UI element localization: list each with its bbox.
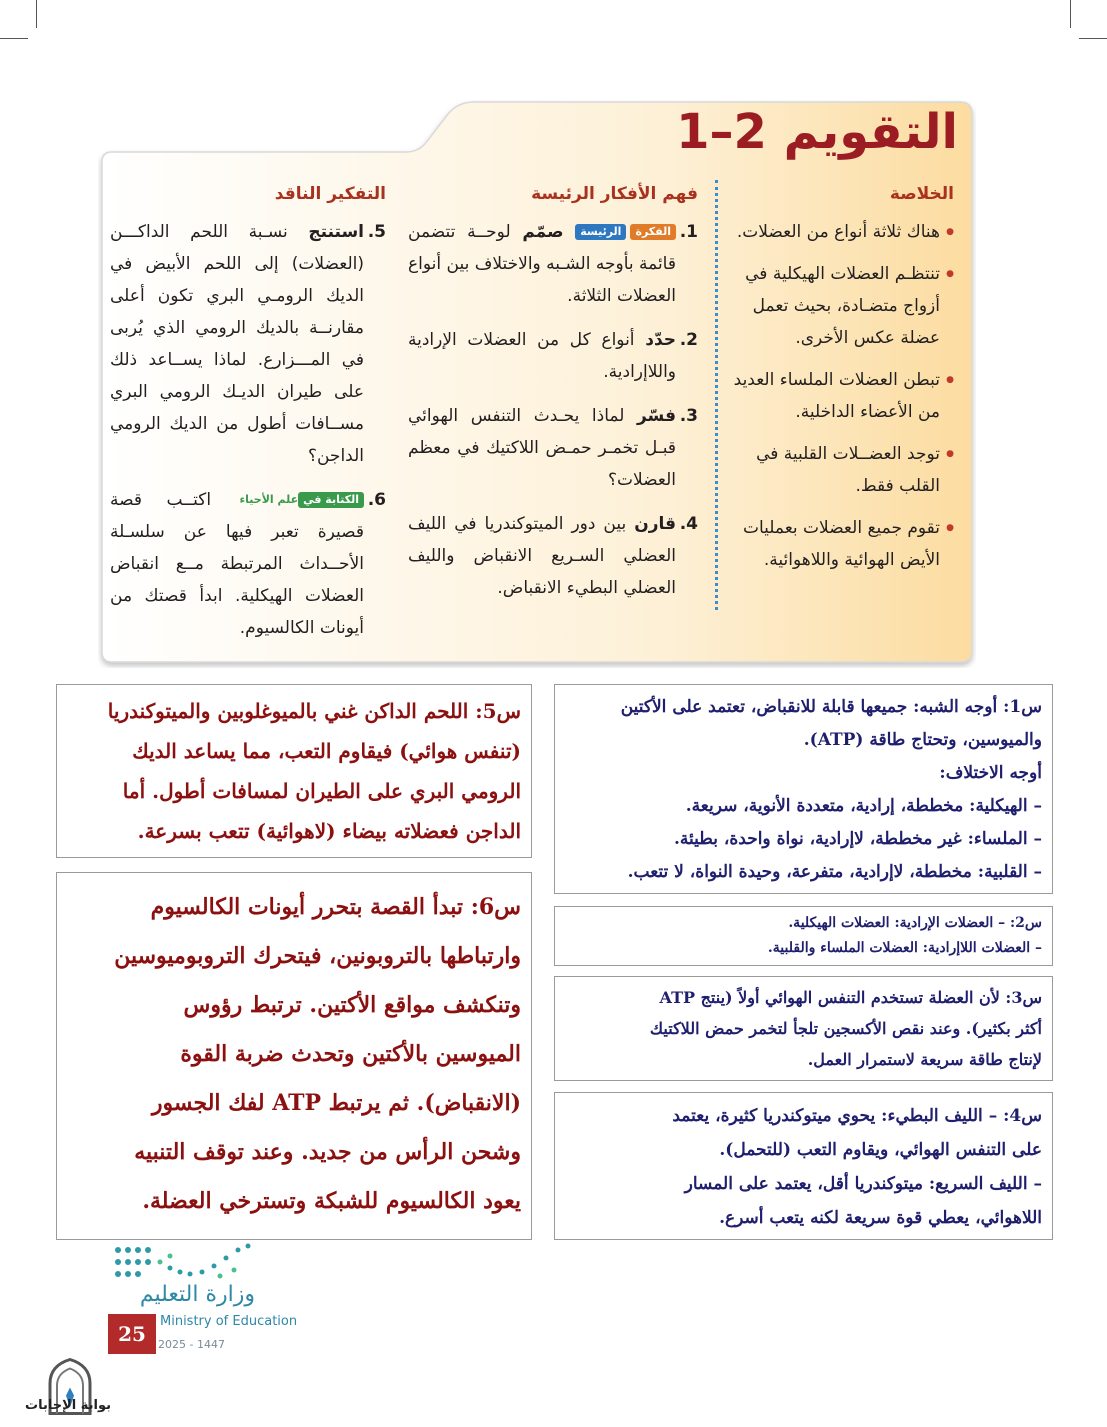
answer-line: س1: أوجه الشبه: جميعها قابلة للانقباض، تعتمد على الأكتين bbox=[620, 697, 1042, 717]
main-ideas-heading: فهم الأفكار الرئيسة bbox=[531, 184, 698, 204]
answer-line: أوجه الاختلاف: bbox=[939, 763, 1042, 783]
critical-thinking-heading: التفكير الناقد bbox=[274, 184, 386, 204]
answer-box-3 bbox=[554, 976, 1053, 1081]
ministry-name-english: Ministry of Education bbox=[160, 1314, 298, 1329]
summary-item: ● هناك ثلاثة أنواع من العضلات. bbox=[722, 216, 954, 248]
summary-item: ● تبطن العضلات الملساء العديد من الأعضاء الداخلية. bbox=[722, 364, 954, 428]
answer-line: لإنتاج طاقة سريعة لاستمرار العمل. bbox=[807, 1050, 1042, 1069]
answer-line: – الليف السريع: ميتوكندريا أقل، يعتمد على المسار bbox=[684, 1174, 1042, 1194]
question-number: 5. bbox=[367, 222, 386, 242]
writing-tag: الكتابة في bbox=[298, 492, 364, 508]
answer-line: أكثر بكثير). وعند نقص الأكسجين تلجأ لتخمر حمض اللاكتيك bbox=[649, 1019, 1042, 1038]
answer-line: س2: – العضلات الإرادية: العضلات الهيكلية. bbox=[788, 915, 1042, 931]
crop-mark bbox=[0, 38, 28, 39]
answer-line: يعود الكالسيوم للشبكة وتسترخي العضلة. bbox=[142, 1188, 521, 1214]
question-number: 1. bbox=[679, 222, 698, 242]
answer-line: – الهيكلية: مخططة، إرادية، متعددة الأنوية، سريعة. bbox=[685, 796, 1042, 816]
answer-line: على التنفس الهوائي، ويقاوم التعب (للتحمل). bbox=[719, 1140, 1042, 1160]
question-1 bbox=[408, 216, 698, 312]
question-text: أنواع كل من العضلات الإرادية واللاإرادية. bbox=[408, 330, 676, 382]
answer-line: س6: تبدأ القصة بتحرر أيونات الكالسيوم bbox=[150, 894, 521, 920]
answer-box-4 bbox=[554, 1092, 1053, 1240]
answer-line: الميوسين بالأكتين وتحدث ضربة القوة bbox=[180, 1041, 521, 1067]
main-idea-tag: الفكرة bbox=[630, 224, 676, 240]
question-4 bbox=[408, 508, 698, 604]
summary-item: ● تقوم جميع العضلات بعمليات الأيض الهوائية واللاهوائية. bbox=[722, 512, 954, 576]
ministry-logo-icon bbox=[110, 1222, 260, 1322]
question-text: لوحــة تتضمن قائمة بأوجه الشـبه والاختلاف بين أنواع العضلات الثلاثة. bbox=[408, 222, 676, 306]
question-verb: قارن bbox=[634, 514, 676, 534]
answer-line: الداجن فعضلاته بيضاء (لاهوائية) تتعب بسرعة. bbox=[137, 819, 521, 843]
answer-box-1 bbox=[554, 684, 1053, 894]
summary-item: ● تنتظـم العضلات الهيكلية في أزواج متضـادة، بحيث تعمل عضلة عكس الأخرى. bbox=[722, 258, 954, 354]
ministry-name-arabic: وزارة التعليم bbox=[139, 1282, 255, 1307]
answer-box-2 bbox=[554, 906, 1053, 966]
question-number: 4. bbox=[679, 514, 698, 534]
question-text: نسـبة اللحم الداكـــن (العضلات) إلى اللحم الأبيض في الديك الرومـي البري تكون أعلى مقارنــة بالديك الرومي الذي يُربى في المـــزارع. لماذا يســاعد ذلك على طيران الديـك الرومي البري مســافات أطول من الديك الرومي الداجن؟ bbox=[110, 222, 364, 466]
column-divider bbox=[715, 180, 718, 610]
crop-mark bbox=[1079, 38, 1107, 39]
answer-line: – الملساء: غير مخططة، لاإرادية، نواة واحدة، بطيئة. bbox=[674, 829, 1042, 849]
question-verb: فسّر bbox=[636, 406, 676, 426]
question-verb: حدّد bbox=[645, 330, 677, 350]
question-number: 6. bbox=[367, 490, 386, 510]
answer-line: وارتباطها بالتروبونين، فيتحرك التروبوميوسين bbox=[114, 943, 521, 969]
question-3 bbox=[408, 400, 698, 496]
question-number: 2. bbox=[679, 330, 698, 350]
question-text: اكتــب قصة قصيرة تعبر فيها عن سلسـلة الأحــداث المرتبطة مــع انقباض العضلات الهيكلية. ابدأ قصتك من أيونات الكالسيوم. bbox=[110, 490, 364, 638]
summary-heading: الخلاصة bbox=[889, 184, 954, 204]
answer-line: س5: اللحم الداكن غني بالميوغلوبين والميتوكندريا bbox=[107, 699, 521, 723]
answer-line: – القلبية: مخططة، لاإرادية، متفرعة، وحيدة النواة، لا تتعب. bbox=[627, 862, 1042, 882]
answer-box-6 bbox=[56, 872, 532, 1240]
main-ideas-column bbox=[408, 178, 698, 616]
portal-label: بوابة الإجابات bbox=[25, 1398, 111, 1413]
answer-line: (الانقباض). ثم يرتبط ATP لفك الجسور bbox=[151, 1090, 521, 1116]
main-idea-tag: الرئيسة bbox=[575, 224, 626, 240]
critical-thinking-column bbox=[110, 178, 386, 656]
answer-line: س4: – الليف البطيء: يحوي ميتوكندريا كثيرة، يعتمد bbox=[672, 1106, 1042, 1126]
answer-line: (تنفس هوائي) فيقاوم التعب، مما يساعد الديك bbox=[132, 739, 521, 763]
answer-line: وتنكشف مواقع الأكتين. ترتبط رؤوس bbox=[183, 992, 521, 1018]
answer-line: اللاهوائي، يعطي قوة سريعة لكنه يتعب أسرع. bbox=[719, 1208, 1042, 1228]
question-verb: صمّم bbox=[522, 222, 564, 242]
question-6 bbox=[110, 484, 386, 644]
answer-line: س3: لأن العضلة تستخدم التنفس الهوائي أولاً (ينتج ATP bbox=[659, 988, 1042, 1007]
answer-line: الرومي البري على الطيران لمسافات أطول. أما bbox=[122, 779, 521, 803]
biology-tag: علم الأحياء bbox=[239, 493, 299, 506]
page-number: 25 bbox=[108, 1314, 156, 1354]
answer-line: وشحن الرأس من جديد. وعند توقف التنبيه bbox=[134, 1139, 521, 1165]
crop-mark bbox=[1070, 0, 1071, 28]
question-2 bbox=[408, 324, 698, 388]
question-number: 3. bbox=[679, 406, 698, 426]
question-verb: استنتج bbox=[308, 222, 364, 242]
answer-box-5 bbox=[56, 684, 532, 858]
page-title: التقويم 2–1 bbox=[676, 104, 958, 160]
question-text: لماذا يحـدث التنفس الهوائي قبـل تخمـر حمـض اللاكتيك في معظم العضلات؟ bbox=[408, 406, 676, 490]
edition-year: 2025 - 1447 bbox=[158, 1338, 225, 1351]
answer-line: – العضلات اللاإرادية: العضلات الملساء والقلبية. bbox=[767, 940, 1042, 956]
answer-line: والميوسين، وتحتاج طاقة (ATP). bbox=[803, 730, 1042, 750]
question-5 bbox=[110, 216, 386, 472]
summary-item: ● توجد العضــلات القلبية في القلب فقط. bbox=[722, 438, 954, 502]
question-text: بين دور الميتوكندريا في الليف العضلي السـريع الانقباض والليف العضلي البطيء الانقباض. bbox=[408, 514, 676, 598]
summary-column bbox=[722, 178, 954, 586]
crop-mark bbox=[36, 0, 37, 28]
